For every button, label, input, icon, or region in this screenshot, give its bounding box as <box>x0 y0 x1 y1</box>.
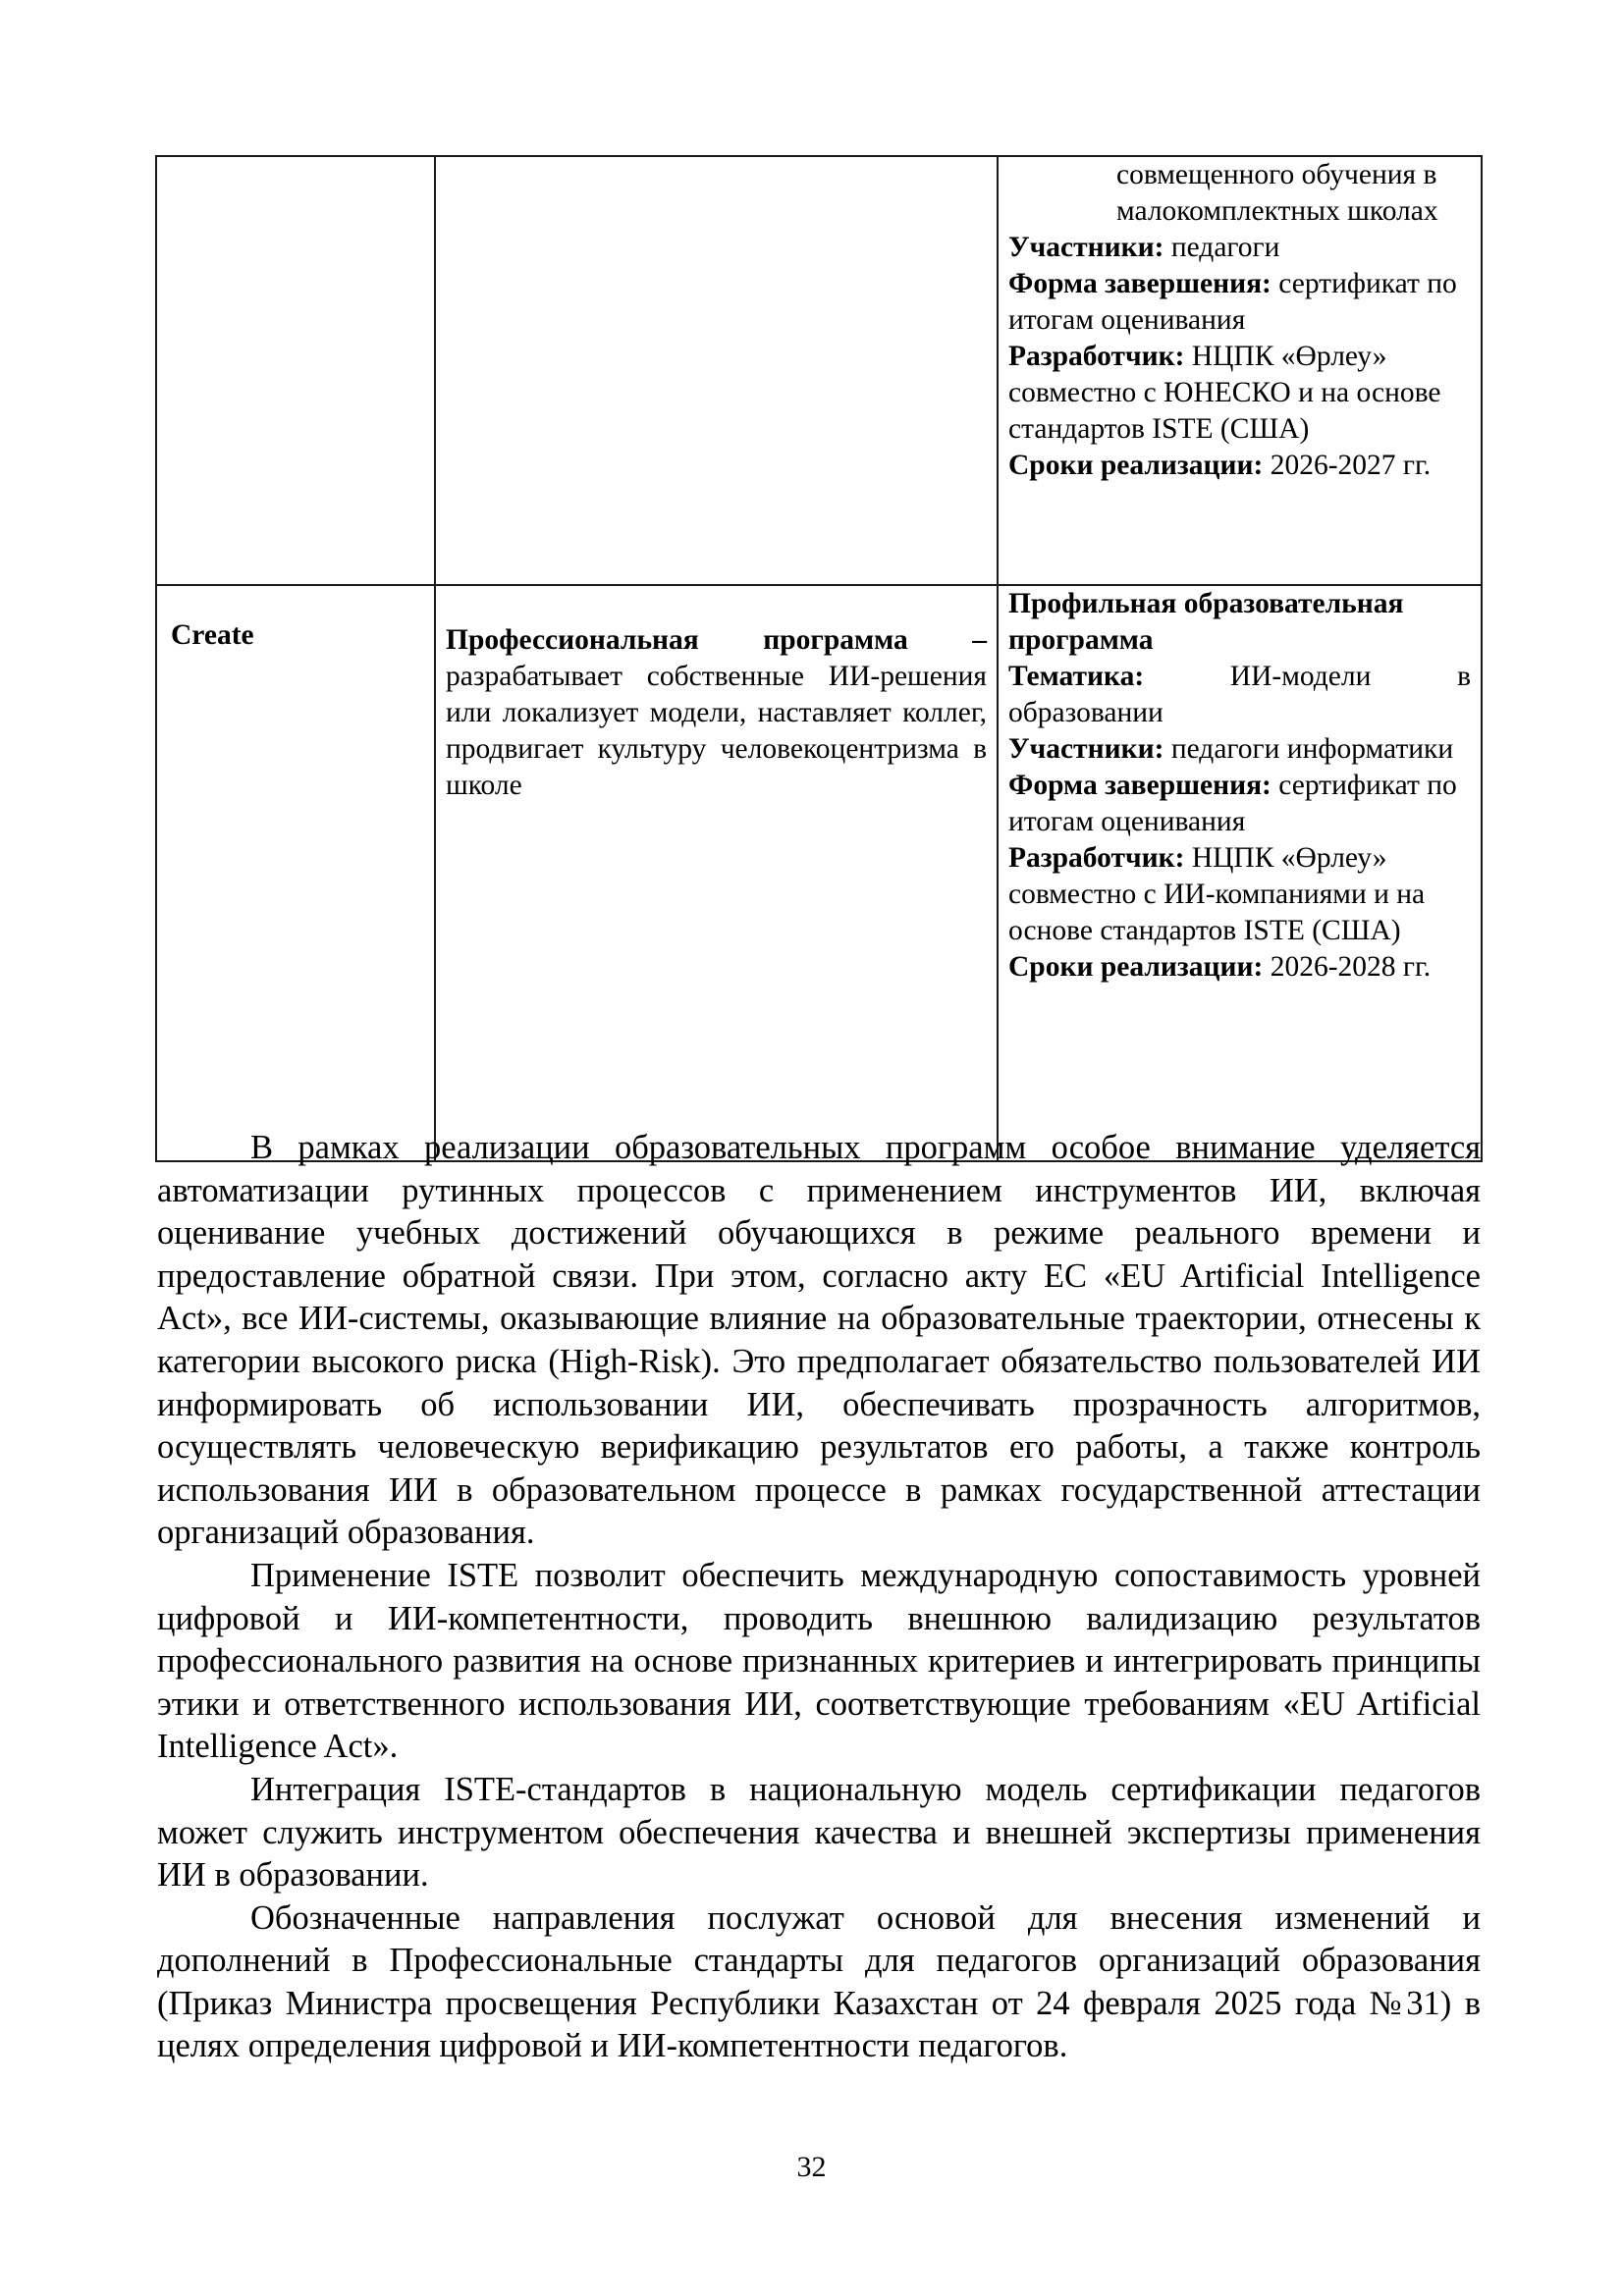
field-value: педагоги информатики <box>1163 733 1454 765</box>
table-row <box>156 156 1482 585</box>
paragraph: Интеграция ISTE-стандартов в национальную модель сертификации педагогов может служить инструментом обеспечения качества и внешней экспертизы применения ИИ в образовании. <box>157 1770 1481 1895</box>
field-label: Форма завершения: <box>1008 268 1271 299</box>
field-label: Участники: <box>1008 733 1164 765</box>
field-value: сертификат по итогам оценивания <box>1008 770 1457 837</box>
field-label: Тематика: <box>1008 661 1145 692</box>
programs-table <box>155 155 1483 1162</box>
field-value: сертификат по итогам оценивания <box>1008 268 1457 336</box>
field-value: педагоги <box>1163 232 1280 263</box>
field-label: Разработчик: <box>1008 842 1185 874</box>
program-field-timeline <box>1008 949 1471 986</box>
description-text: разрабатывает собственные ИИ-решения или локализует модели, наставляет коллег, продвигает культуру человекоцентризма в школе <box>446 661 987 801</box>
field-value: НЦПК «Өрлеу» совместно с ЮНЕСКО и на основе стандартов ISTE (США) <box>1008 341 1441 445</box>
page-number: 32 <box>796 2151 827 2183</box>
description-cell <box>435 585 998 1161</box>
program-field-timeline <box>1008 448 1471 484</box>
body-text <box>157 1127 1481 2068</box>
program-topic-continuation-line: малокомплектных школах <box>1116 195 1438 227</box>
table-row <box>156 585 1482 1161</box>
program-field-participants <box>1008 731 1471 768</box>
field-value: НЦПК «Өрлеу» совместно с ИИ-компаниями и на основе стандартов ISTE (США) <box>1008 842 1426 946</box>
program-field-completion-form <box>1008 266 1471 339</box>
level-label: Create <box>171 619 254 651</box>
program-field-participants <box>1008 230 1471 266</box>
program-topic-continuation-line: совмещенного обучения в <box>1116 159 1437 190</box>
program-field-completion-form <box>1008 768 1471 840</box>
paragraph: В рамках реализации образовательных программ особое внимание уделяется автоматизации рутинных процессов с применением инструментов ИИ, включая оценивание учебных достижений обучающихся в режиме реального времени и предоставление обратной связи. При этом, согласно акту ЕС «EU Artificial Intelligence Act», все ИИ-системы, оказывающие влияние на образовательные траектории, отнесены к категории высокого риска (High-Risk). Это предполагает обязательство пользователей ИИ информировать об использовании ИИ, обеспечивать прозрачность алгоритмов, осуществлять человеческую верификацию результатов его работы, а также контроль использования ИИ в образовательном процессе в рамках государственной аттестации организаций образования. <box>157 1129 1481 1552</box>
field-value: 2026-2027 гг. <box>1263 450 1432 481</box>
field-value: 2026-2028 гг. <box>1263 951 1432 983</box>
field-value: ИИ-модели в образовании <box>1008 661 1471 728</box>
program-field-developer <box>1008 840 1471 949</box>
program-cell <box>998 585 1482 1161</box>
program-field-topic <box>1008 659 1471 731</box>
field-label: Разработчик: <box>1008 341 1185 372</box>
level-cell <box>156 585 435 1161</box>
field-label: Сроки реализации: <box>1008 951 1264 983</box>
paragraph: Обозначенные направления послужат основой для внесения изменений и дополнений в Профессиональные стандарты для педагогов организаций образования (Приказ Министра просвещения Республики Казахстан от 24 февраля 2025 года №31) в целях определения цифровой и ИИ-компетентности педагогов. <box>157 1898 1481 2065</box>
paragraph: Применение ISTE позволит обеспечить международную сопоставимость уровней цифровой и ИИ-компетентности, проводить внешнюю валидизацию результатов профессионального развития на основе признанных критериев и интегрировать принципы этики и ответственного использования ИИ, соответствующие требованиям «EU Artificial Intelligence Act». <box>157 1556 1481 1766</box>
description-cell <box>435 156 998 585</box>
program-cell <box>998 156 1482 585</box>
description-lead: Профессиональная программа – <box>446 624 987 656</box>
program-field-developer <box>1008 339 1471 448</box>
field-label: Участники: <box>1008 232 1164 263</box>
program-title: Профильная образовательная программа <box>1008 588 1404 656</box>
field-label: Сроки реализации: <box>1008 450 1264 481</box>
field-label: Форма завершения: <box>1008 770 1271 801</box>
level-cell <box>156 156 435 585</box>
